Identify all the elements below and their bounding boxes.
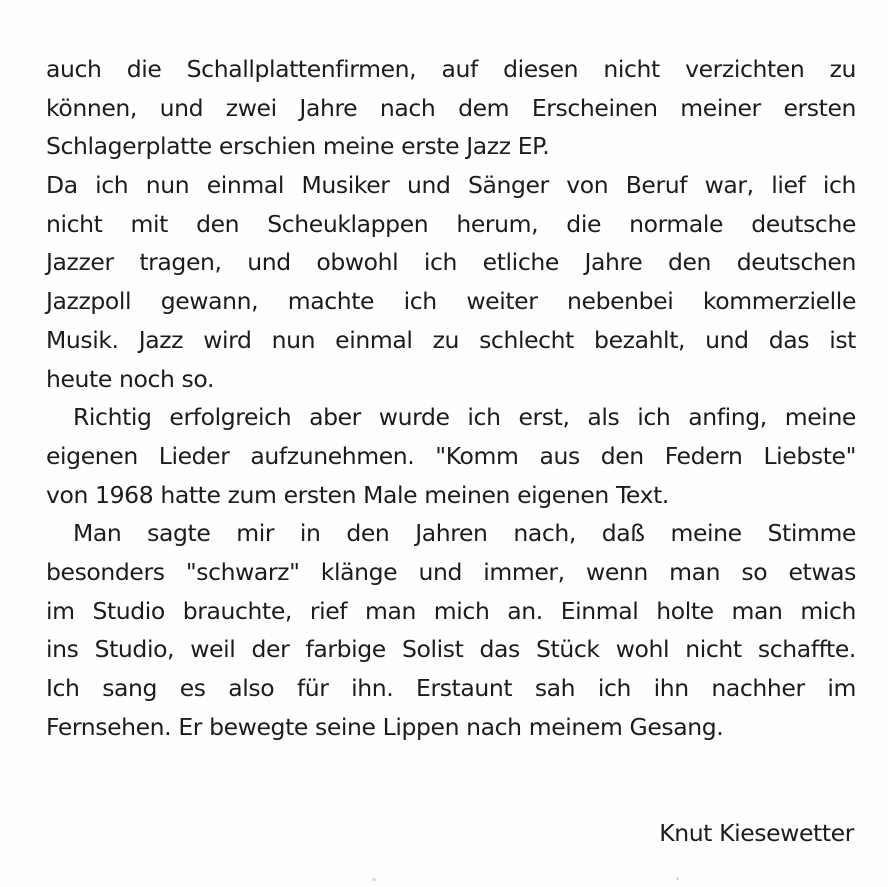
text-line: Musik. Jazz wird nun einmal zu schlecht bezahlt, und das ist bbox=[46, 325, 856, 354]
text-line: im Studio brauchte, rief man mich an. Einmal holte man mich bbox=[46, 596, 856, 625]
text-line: Jazzer tragen, und obwohl ich etliche Jahre den deutschen bbox=[46, 248, 856, 277]
text-line: Richtig erfolgreich aber wurde ich erst, als ich anfing, meine bbox=[73, 403, 856, 432]
text-line: Da ich nun einmal Musiker und Sänger von Beruf war, lief ich bbox=[46, 171, 856, 200]
body-text bbox=[46, 50, 856, 746]
scan-speck bbox=[676, 877, 679, 880]
text-line: Man sagte mir in den Jahren nach, daß meine Stimme bbox=[73, 519, 856, 548]
text-line: Ich sang es also für ihn. Erstaunt sah ich ihn nachher im bbox=[46, 674, 856, 702]
text-line: Schlagerplatte erschien meine erste Jazz EP. bbox=[46, 132, 550, 161]
text-line: auch die Schallplattenfirmen, auf diesen nicht verzichten zu bbox=[46, 55, 856, 83]
author-signature: Knut Kiesewetter bbox=[659, 819, 854, 847]
text-line: ins Studio, weil der farbige Solist das Stück wohl nicht schaffte. bbox=[46, 635, 856, 664]
text-line: besonders "schwarz" klänge und immer, wenn man so etwas bbox=[46, 557, 856, 586]
text-line: können, und zwei Jahre nach dem Erscheinen meiner ersten bbox=[46, 93, 856, 122]
text-line: Jazzpoll gewann, machte ich weiter nebenbei kommerzielle bbox=[46, 287, 856, 316]
text-line: nicht mit den Scheuklappen herum, die normale deutsche bbox=[46, 209, 856, 238]
text-line: heute noch so. bbox=[46, 364, 215, 393]
text-line: Fernsehen. Er bewegte seine Lippen nach meinem Gesang. bbox=[46, 712, 724, 741]
scan-speck bbox=[372, 878, 376, 881]
text-line: von 1968 hatte zum ersten Male meinen eigenen Text. bbox=[46, 480, 669, 509]
text-line: eigenen Lieder aufzunehmen. "Komm aus den Federn Liebste" bbox=[46, 441, 856, 470]
